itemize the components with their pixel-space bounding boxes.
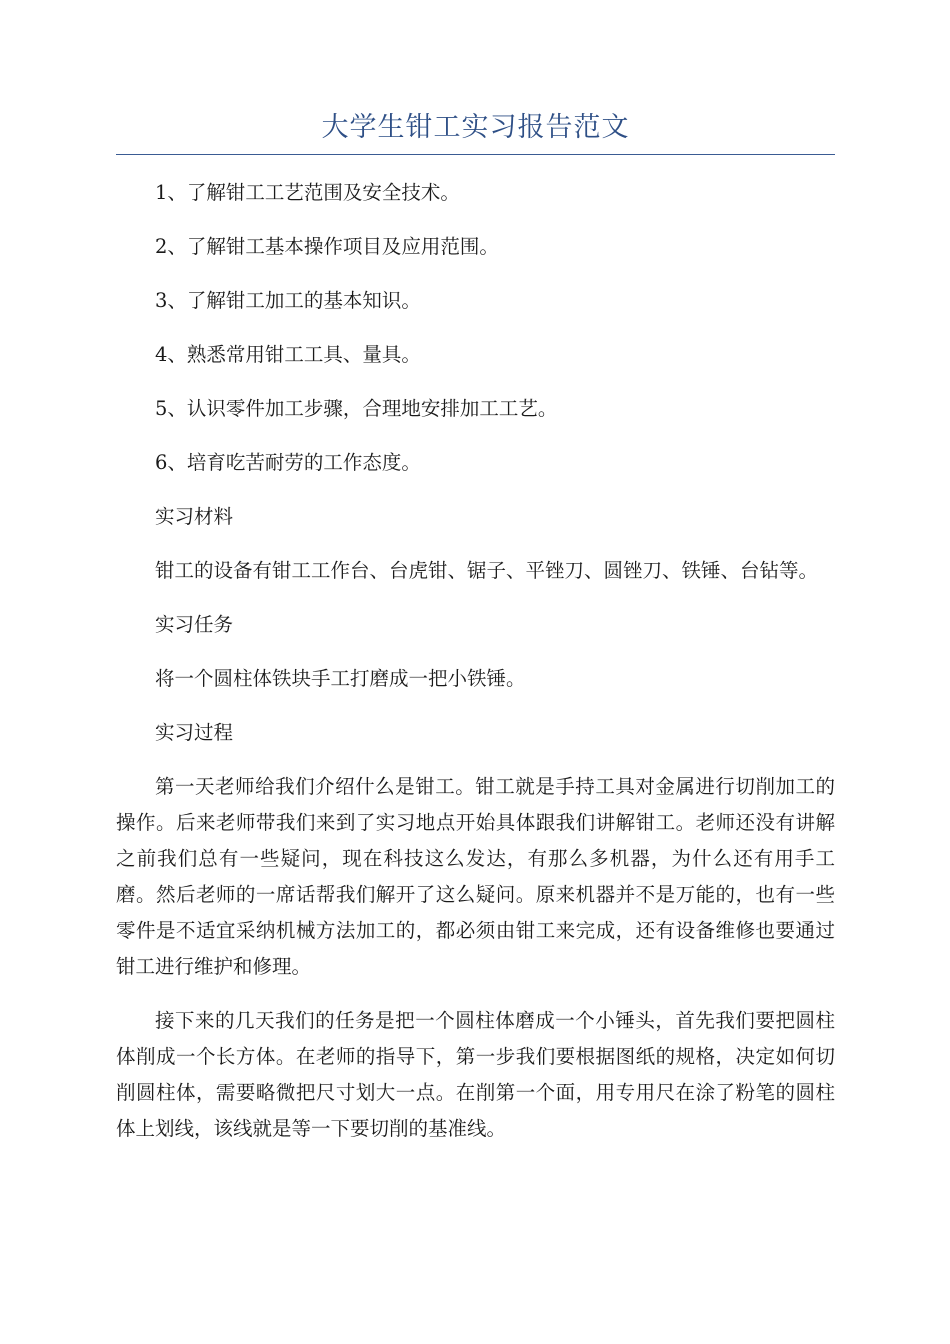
paragraph-objective-3: 3、了解钳工加工的基本知识。 [155,289,421,312]
document-title: 大学生钳工实习报告范文 [321,112,630,143]
paragraph-objective-4: 4、熟悉常用钳工工具、量具。 [155,343,421,366]
paragraph-objective-2: 2、了解钳工基本操作项目及应用范围。 [155,235,499,258]
paragraph-objective-1: 1、了解钳工工艺范围及安全技术。 [155,181,460,204]
paragraph-objective-5: 5、认识零件加工步骤，合理地安排加工工艺。 [155,397,558,420]
document-page [116,108,835,1165]
paragraph-objective-6: 6、培育吃苦耐劳的工作态度。 [155,451,421,474]
paragraph-task: 将一个圆柱体铁块手工打磨成一把小铁锤。 [155,667,526,690]
section-heading-process: 实习过程 [155,721,234,744]
paragraph-materials: 钳工的设备有钳工工作台、台虎钳、锯子、平锉刀、圆锉刀、铁锤、台钻等。 [155,559,819,582]
section-heading-materials: 实习材料 [155,505,234,528]
document-body [116,175,835,1147]
paragraph-process-1: 第一天老师给我们介绍什么是钳工。钳工就是手持工具对金属进行切削加工的操作。后来老师带我们来到了实习地点开始具体跟我们讲解钳工。老师还没有讲解之前我们总有一些疑问，现在科技这么发达，有那么多机器，为什么还有用手工磨。然后老师的一席话帮我们解开了这么疑问。原来机器并不是万能的，也有一些零件是不适宜采纳机械方法加工的，都必须由钳工来完成，还有设备维修也要通过钳工进行维护和修理。 [116,775,835,978]
title-underline [116,154,835,155]
section-heading-task: 实习任务 [155,613,234,636]
paragraph-process-2: 接下来的几天我们的任务是把一个圆柱体磨成一个小锤头，首先我们要把圆柱体削成一个长方体。在老师的指导下，第一步我们要根据图纸的规格，决定如何切削圆柱体，需要略微把尺寸划大一点。在削第一个面，用专用尺在涂了粉笔的圆柱体上划线，该线就是等一下要切削的基准线。 [116,1009,835,1140]
